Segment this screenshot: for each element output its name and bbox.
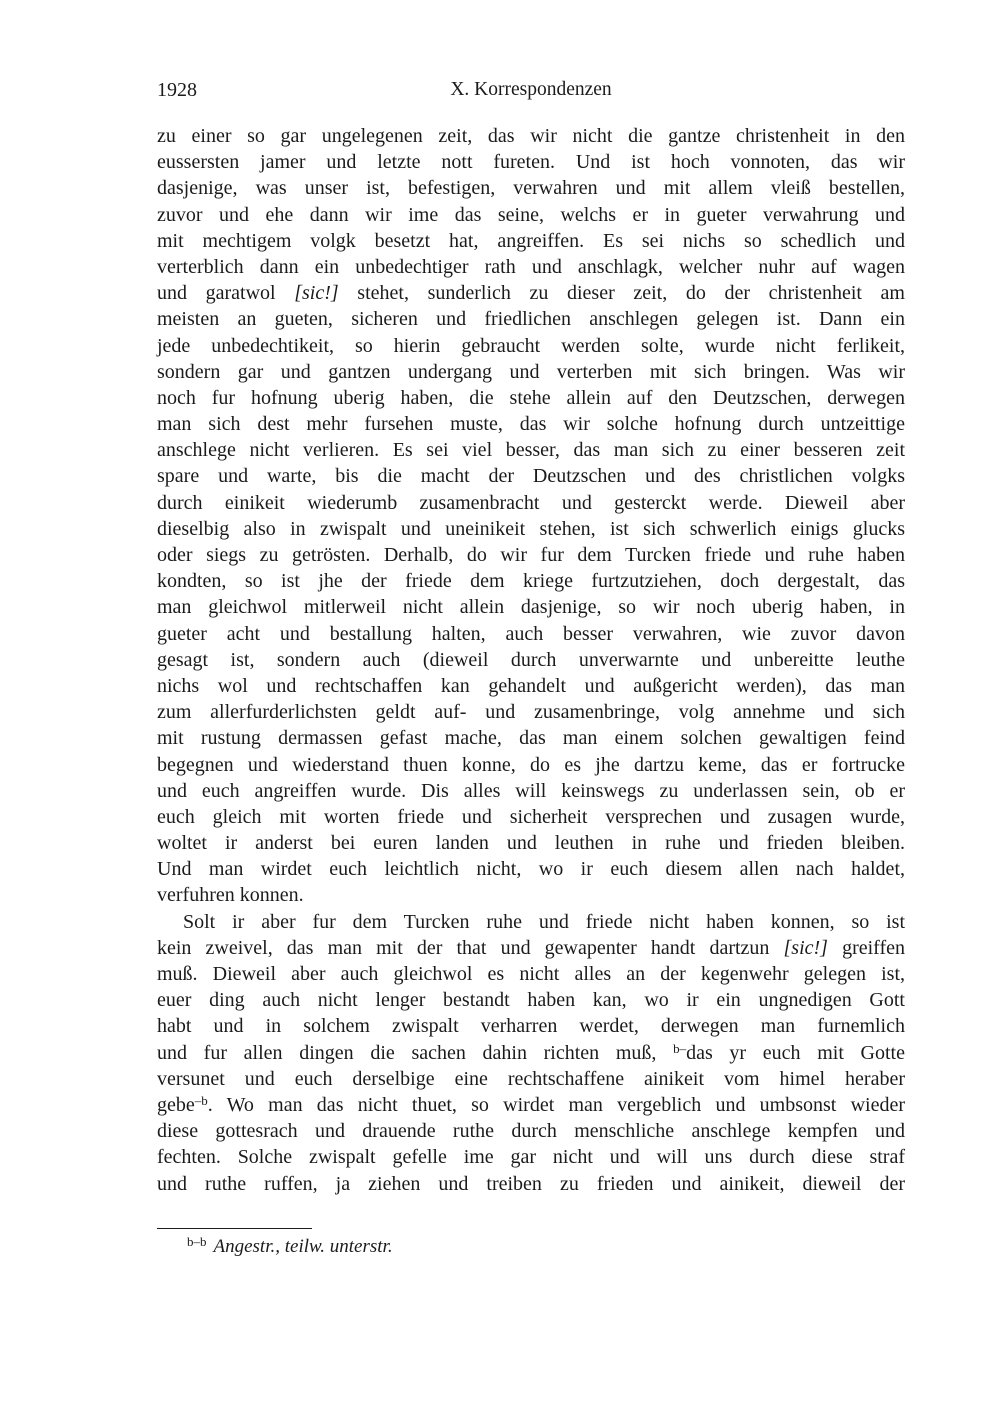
footnote [157, 1228, 905, 1258]
text-line [157, 621, 905, 647]
text-line [157, 987, 905, 1013]
text-line [157, 961, 905, 987]
text-line [157, 673, 905, 699]
text-line [157, 490, 905, 516]
text-line [157, 1171, 905, 1197]
text-line [157, 568, 905, 594]
text-segment: verfuhren konnen. [157, 884, 304, 907]
text-segment: mit rustung dermassen gefast mache, das man einem solchen gewaltigen feind [157, 727, 905, 750]
text-segment: Und man wirdet euch leichtlich nicht, wo ir euch diesem allen nach haldet, [157, 858, 905, 881]
text-segment: man gleichwol mitlerweil nicht allein dasjenige, so wir noch uberig haben, in [157, 596, 905, 619]
text-segment: diese gottesrach und drauende ruthe durch menschliche anschlege kempfen und [157, 1120, 905, 1143]
text-line [157, 1040, 905, 1066]
text-line [157, 359, 905, 385]
footnote-body: Angestr., teilw. unterstr. [213, 1236, 393, 1257]
text-segment: [sic!] [783, 936, 828, 959]
text-line [157, 1066, 905, 1092]
text-segment: jede unbedechtikeit, so hierin gebraucht werden solte, wurde nicht ferlikeit, [157, 334, 905, 357]
text-line [157, 254, 905, 280]
text-segment: habt und in solchem zwispalt verharren werdet, derwegen man furnemlich [157, 1015, 905, 1038]
text-line [157, 647, 905, 673]
text-segment: woltet ir anderst bei euren landen und leuthen in ruhe und frieden bleiben. [157, 832, 905, 855]
text-segment: . Wo man das nicht thuet, so wirdet man vergeblich und umbsonst wieder [207, 1093, 905, 1116]
text-line [157, 542, 905, 568]
text-segment: verterblich dann ein unbedechtiger rath und anschlagk, welcher nuhr auf wagen [157, 255, 905, 278]
text-segment: und euch angreiffen wurde. Dis alles will keinswegs zu underlassen sein, ob er [157, 779, 905, 802]
text-line [157, 699, 905, 725]
text-segment: euer ding auch nicht lenger bestandt haben kan, wo ir ein ungnedigen Gott [157, 989, 905, 1012]
text-line [157, 437, 905, 463]
text-line [157, 752, 905, 778]
text-line [157, 804, 905, 830]
text-segment: zuvor und ehe dann wir ime das seine, welchs er in gueter verwahrung und [157, 203, 905, 226]
text-line [157, 1092, 905, 1118]
text-line [157, 594, 905, 620]
text-segment: eussersten jamer und letzte nott fureten. Und ist hoch vonnoten, das wir [157, 151, 905, 174]
annotation-marker: –b [194, 1092, 208, 1108]
text-segment: begegnen und wiederstand thuen konne, do es jhe dartzu keme, das er fortrucke [157, 753, 905, 776]
text-segment: [sic!] [294, 282, 339, 305]
text-line [157, 306, 905, 332]
text-line [157, 882, 905, 908]
text-line [157, 123, 905, 149]
text-segment: stehet, sunderlich zu dieser zeit, do der christenheit am [338, 282, 905, 305]
footnote-text [157, 1236, 905, 1258]
text-segment: zum allerfurderlichsten geldt auf- und zusamenbringe, volg annehme und sich [157, 701, 905, 724]
text-segment: mit mechtigem volgk besetzt hat, angreiffen. Es sei nichs so schedlich und [157, 229, 905, 252]
text-segment: gesagt ist, sondern auch (dieweil durch unverwarnte und unbereitte leuthe [157, 648, 905, 671]
text-line [157, 725, 905, 751]
text-segment: muß. Dieweil aber auch gleichwol es nicht alles an der kegenwehr gelegen ist, [157, 963, 905, 985]
page-number: 1928 [157, 79, 197, 101]
text-segment: versunet und euch derselbige eine rechtschaffene ainikeit vom himel heraber [157, 1067, 905, 1090]
text-segment: nichs wol und rechtschaffen kan gehandelt und außgericht werden), das man [157, 674, 905, 697]
paragraph [157, 123, 905, 909]
text-segment: noch fur hofnung uberig haben, die stehe allein auf den Deutzschen, derwegen [157, 386, 905, 409]
text-line [157, 333, 905, 359]
text-segment: dasjenige, was unser ist, befestigen, verwahren und mit allem vleiß bestellen, [157, 177, 905, 200]
text-segment: und fur allen dingen die sachen dahin richten muß, [157, 1041, 674, 1064]
text-segment: das yr euch mit Gotte [686, 1041, 905, 1064]
annotation-marker: b– [673, 1040, 687, 1056]
body-text [157, 123, 905, 1197]
text-line [157, 1013, 905, 1039]
text-segment: meisten an gueten, sicheren und friedlichen anschlegen gelegen ist. Dann ein [157, 308, 905, 331]
running-head: X. Korrespondenzen [450, 79, 612, 100]
text-segment: greiffen [827, 936, 905, 959]
text-line [157, 1118, 905, 1144]
text-line [157, 411, 905, 437]
text-line [157, 228, 905, 254]
text-segment: zu einer so gar ungelegenen zeit, das wir nicht die gantze christenheit in den [157, 125, 905, 147]
text-line [157, 463, 905, 489]
text-line [157, 385, 905, 411]
text-segment: durch einikeit wiederumb zusamenbracht und gesterckt werde. Dieweil aber [157, 491, 905, 514]
text-segment: man sich dest mehr fursehen muste, das wir solche hofnung durch untzeittige [157, 413, 905, 436]
text-segment: kondten, so ist jhe der friede dem kriege furtzutziehen, doch dergestalt, das [157, 570, 905, 593]
text-segment: gueter acht und bestallung halten, auch besser verwahren, wie zuvor davon [157, 622, 905, 645]
footnote-divider [157, 1228, 312, 1229]
text-line [157, 830, 905, 856]
text-segment: sondern gar und gantzen undergang und verterben mit sich bringen. Was wir [157, 360, 905, 383]
text-segment: gebe [157, 1093, 195, 1116]
text-segment: anschlege nicht verlieren. Es sei viel besser, das man sich zu einer besseren zeit [157, 439, 905, 462]
text-line [157, 175, 905, 201]
text-line [157, 935, 905, 961]
text-line [157, 516, 905, 542]
text-line [157, 909, 905, 935]
text-line [157, 1144, 905, 1170]
paragraph [157, 909, 905, 1197]
text-segment: und garatwol [157, 282, 295, 305]
text-segment: fechten. Solche zwispalt gefelle ime gar nicht und will uns durch diese straf [157, 1146, 905, 1169]
text-line [157, 149, 905, 175]
text-line [157, 280, 905, 306]
text-segment: und ruthe ruffen, ja ziehen und treiben zu frieden und ainikeit, dieweil der [157, 1172, 905, 1195]
text-segment: spare und warte, bis die macht der Deutzschen und des christlichen volgks [157, 465, 905, 488]
page-header [157, 79, 905, 103]
text-segment: oder siegs zu getrösten. Derhalb, do wir fur dem Turcken friede und ruhe haben [157, 544, 905, 566]
text-segment: Solt ir aber fur dem Turcken ruhe und friede nicht haben konnen, so ist [183, 910, 905, 933]
text-line [157, 778, 905, 804]
text-segment: dieselbig also in zwispalt und uneinikeit stehen, ist sich schwerlich einigs glucks [157, 517, 905, 540]
text-segment: kein zweivel, das man mit der that und gewapenter handt dartzun [157, 936, 784, 959]
text-line [157, 202, 905, 228]
text-segment: euch gleich mit worten friede und sicherheit versprechen und zusagen wurde, [157, 805, 905, 828]
text-line [157, 856, 905, 882]
footnote-marker: b–b [187, 1234, 207, 1249]
